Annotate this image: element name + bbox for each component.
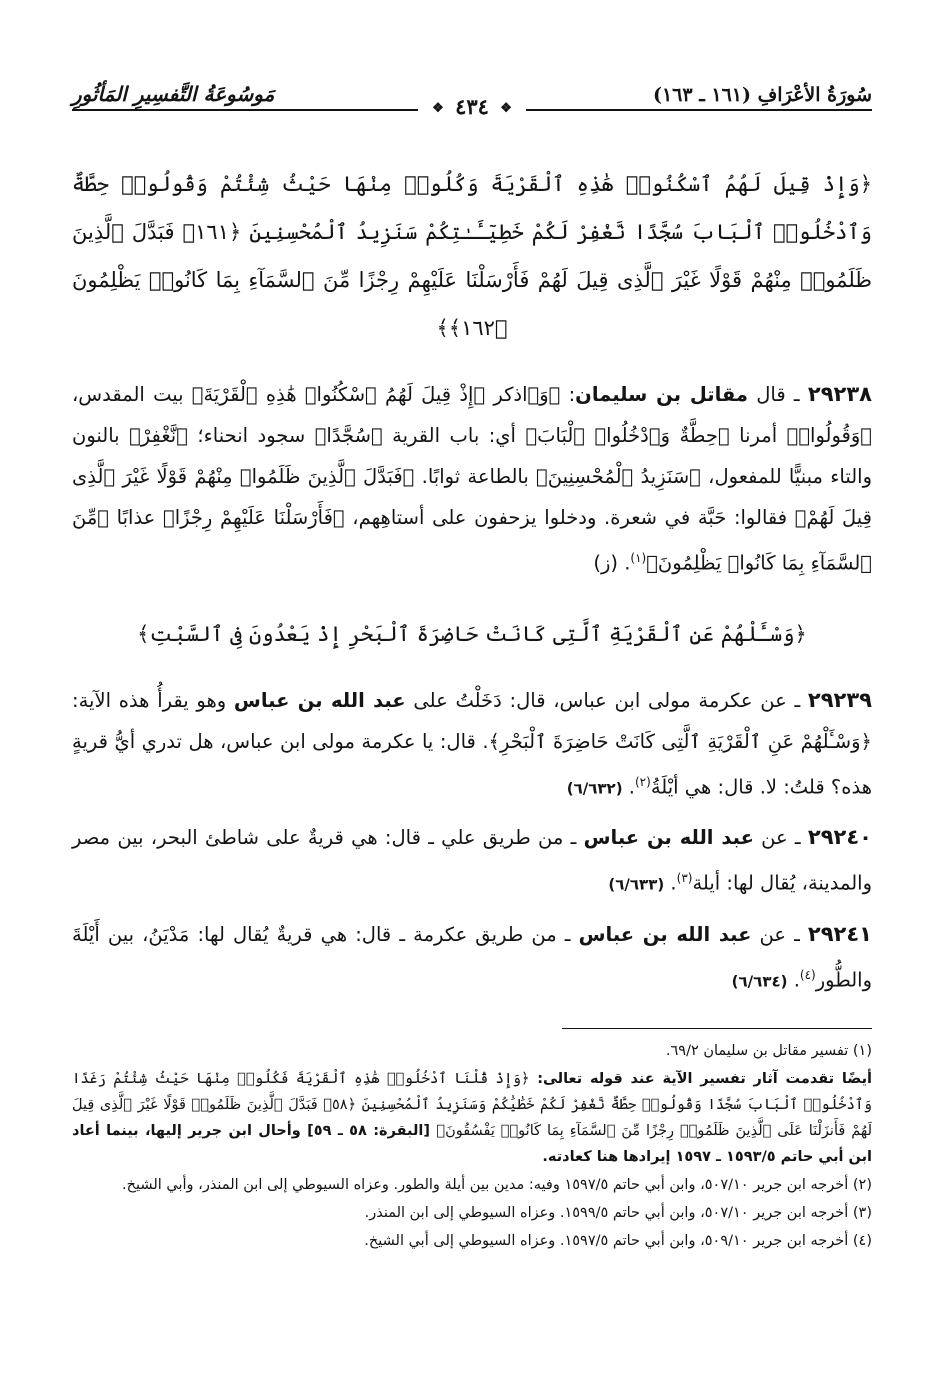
- narration-tail: .: [787, 968, 800, 991]
- narration-tail: . (ز): [593, 551, 631, 575]
- narration-tail: .: [664, 871, 677, 895]
- footnote-note: [72, 1066, 872, 1170]
- narration-body: وهو يقرأُ هذه الآية: ﴿وَسْـَٔلْهُمْ عَنِ ٱلْقَرْيَةِ ٱلَّتِى كَانَتْ حَاضِرَةَ ٱلْبَحْرِ﴾. قال: يا عكرمة مولى ابن عباس، هل تدري أيُّ قريةٍ هذه؟ قلتُ: لا. قال: هي أيْلَةُ: [72, 688, 872, 798]
- page-number-area: [0, 94, 944, 119]
- page-number: ٤٣٤: [455, 94, 489, 119]
- footnote-note-lead: أيضًا تقدمت آثار تفسير الآية عند قوله تعالى:: [529, 1071, 872, 1087]
- footnote-marker: (٤): [799, 967, 816, 982]
- volume-reference: (٦/٦٣٣): [608, 875, 665, 894]
- footnote-note-tail: [البقرة: ٥٨ ـ ٥٩] وأحال ابن جرير إليها، بينما أعاد ابن أبي حاتم ١٥٩٣/٥ ـ ١٥٩٧ إيرادها هنا كعادته.: [72, 1123, 872, 1165]
- narrator-name: مقاتل بن سليمان: [575, 383, 749, 406]
- narration-29240: [72, 817, 872, 906]
- narration-body: ـ من طريق علي ـ قال: هي قريةٌ على شاطئ البحر، بين مصر والمدينة، يُقال لها: أيلة: [72, 826, 872, 895]
- narration-29239: [72, 680, 872, 810]
- footnote-rule: [562, 1028, 872, 1029]
- narration-29238: [72, 374, 872, 584]
- footnote-4: (٤) أخرجه ابن جرير ٥٠٩/١٠، وابن أبي حاتم ١٥٩٧/٥. وعزاه السيوطي إلى أبي الشيخ.: [364, 1233, 872, 1249]
- narration-tail: .: [622, 775, 635, 798]
- narration-body: ـ من طريق عكرمة ـ قال: هي قريةٌ يُقال لها: مَدْيَنُ، بين أَيْلَةَ والطُّور: [72, 922, 872, 991]
- narration-number: ٢٩٢٤٠: [807, 825, 872, 849]
- ornament-left-icon: ❖: [500, 101, 512, 116]
- narration-pre: ـ عن: [751, 922, 808, 946]
- ornament-right-icon: ❖: [432, 101, 444, 116]
- book-title: مَوسُوعَةُ التَّفسِيرِ المَأثُورِ: [72, 82, 275, 106]
- narrator-name: عبد الله بن عباس: [233, 688, 406, 712]
- narration-number: ٢٩٢٣٩: [807, 687, 872, 712]
- narration-pre: ـ عن: [753, 826, 808, 849]
- narration-number: ٢٩٢٣٨: [807, 382, 872, 406]
- narration-pre: ـ قال: [748, 383, 808, 406]
- footnote-2: (٢) أخرجه ابن جرير ٥٠٧/١٠، وابن أبي حاتم ١٥٩٧/٥ وفيه: مدين بين أيلة والطور. وعزاه السيوطي إلى ابن المنذر، وأبي الشيخ.: [122, 1177, 872, 1193]
- narration-body: : ﴿وَ﴾اذكر ﴿إِذْ قِيلَ لَهُمُ ٱسْكُنُوا۟ هَٰذِهِ ٱلْقَرْيَةَ﴾ بيت المقدس، ﴿وَقُولُوا۟﴾ أمرنا ﴿حِطَّةٌ وَٱدْخُلُوا۟ ٱلْبَابَ﴾ أي: باب القرية ﴿سُجَّدًا﴾ سجود انحناء؛ ﴿نَّغْفِرْ﴾ بالنون والتاء مبنيًّا للمفعول، ﴿سَنَزِيدُ ٱلْمُحْسِنِينَ﴾ بالطاعة ثوابًا. ﴿فَبَدَّلَ ٱلَّذِينَ ظَلَمُوا۟ مِنْهُمْ قَوْلًا غَيْرَ ٱلَّذِى قِيلَ لَهُمْ﴾ فقالوا: حَبَّة في شعرة. ودخلوا يزحفون على أستاهِهم، ﴿فَأَرْسَلْنَا عَلَيْهِمْ رِجْزًا﴾ عذابًا ﴿مِّنَ ٱلسَّمَآءِ بِمَا كَانُوا۟ يَظْلِمُونَ﴾: [72, 383, 872, 575]
- footnote-marker: (٣): [676, 871, 693, 885]
- verse-second: ﴿وَسْـَٔلْهُمْ عَنِ ٱلْقَرْيَةِ ٱلَّتِى كَانَتْ حَاضِرَةَ ٱلْبَحْرِ إِذْ يَعْدُونَ فِى ٱلسَّبْتِ﴾: [137, 621, 807, 646]
- volume-reference: (٦/٦٣٢): [566, 779, 623, 797]
- surah-title: سُورَةُ الأعْرَافِ (١٦١ ـ ١٦٣): [652, 84, 872, 106]
- footnote-1: (١) تفسير مقاتل بن سليمان ٦٩/٢.: [665, 1043, 872, 1059]
- footnote-marker: (١): [630, 551, 647, 565]
- narration-29241: [72, 914, 872, 1003]
- volume-reference: (٦/٦٣٤): [731, 972, 788, 990]
- footnote-marker: (٢): [634, 774, 651, 789]
- narration-pre: ـ عن عكرمة مولى ابن عباس، قال: دَخَلْتُ على: [405, 688, 808, 712]
- page-number-box: [418, 94, 526, 119]
- narration-number: ٢٩٢٤١: [807, 921, 872, 946]
- main-text: [72, 160, 872, 1010]
- footnotes: [72, 1038, 872, 1256]
- verse-main: ﴿وَإِذْ قِيلَ لَهُمُ ٱسْكُنُوا۟ هَٰذِهِ ٱلْقَرْيَةَ وَكُلُوا۟ مِنْهَا حَيْثُ شِئْتُمْ وَقُولُوا۟ حِطَّةٌ وَٱدْخُلُوا۟ ٱلْبَابَ سُجَّدًا نَّغْفِرْ لَكُمْ خَطِيٓـَٔـٰتِكُمْ سَنَزِيدُ ٱلْمُحْسِنِينَ ﴿١٦١﴾ فَبَدَّلَ ٱلَّذِينَ ظَلَمُوا۟ مِنْهُمْ قَوْلًا غَيْرَ ٱلَّذِى قِيلَ لَهُمْ فَأَرْسَلْنَا عَلَيْهِمْ رِجْزًا مِّنَ ٱلسَّمَآءِ بِمَا كَانُوا۟ يَظْلِمُونَ ﴿١٦٢﴾﴾: [72, 172, 872, 340]
- footnote-3: (٣) أخرجه ابن جرير ٥٠٧/١٠، وابن أبي حاتم ١٥٩٩/٥. وعزاه السيوطي إلى ابن المنذر.: [364, 1205, 872, 1221]
- narrator-name: عبد الله بن عباس: [583, 826, 754, 849]
- footnote-note-verse: ﴿وَإِذْ قُلْنَا ٱدْخُلُوا۟ هَٰذِهِ ٱلْقَرْيَةَ فَكُلُوا۟ مِنْهَا حَيْثُ شِئْتُمْ رَغَدًا وَٱدْخُلُوا۟ ٱلْبَابَ سُجَّدًا وَقُولُوا۟ حِطَّةٌ نَّغْفِرْ لَكُمْ خَطَٰيَٰكُمْ وَسَنَزِيدُ ٱلْمُحْسِنِينَ ﴿٥٨﴾ فَبَدَّلَ ٱلَّذِينَ ظَلَمُوا۟ قَوْلًا غَيْرَ ٱلَّذِى قِيلَ لَهُمْ فَأَنزَلْنَا عَلَى ٱلَّذِينَ ظَلَمُوا۟ رِجْزًا مِّنَ ٱلسَّمَآءِ بِمَا كَانُوا۟ يَفْسُقُونَ﴾: [72, 1071, 873, 1139]
- narrator-name: عبد الله بن عباس: [578, 922, 752, 946]
